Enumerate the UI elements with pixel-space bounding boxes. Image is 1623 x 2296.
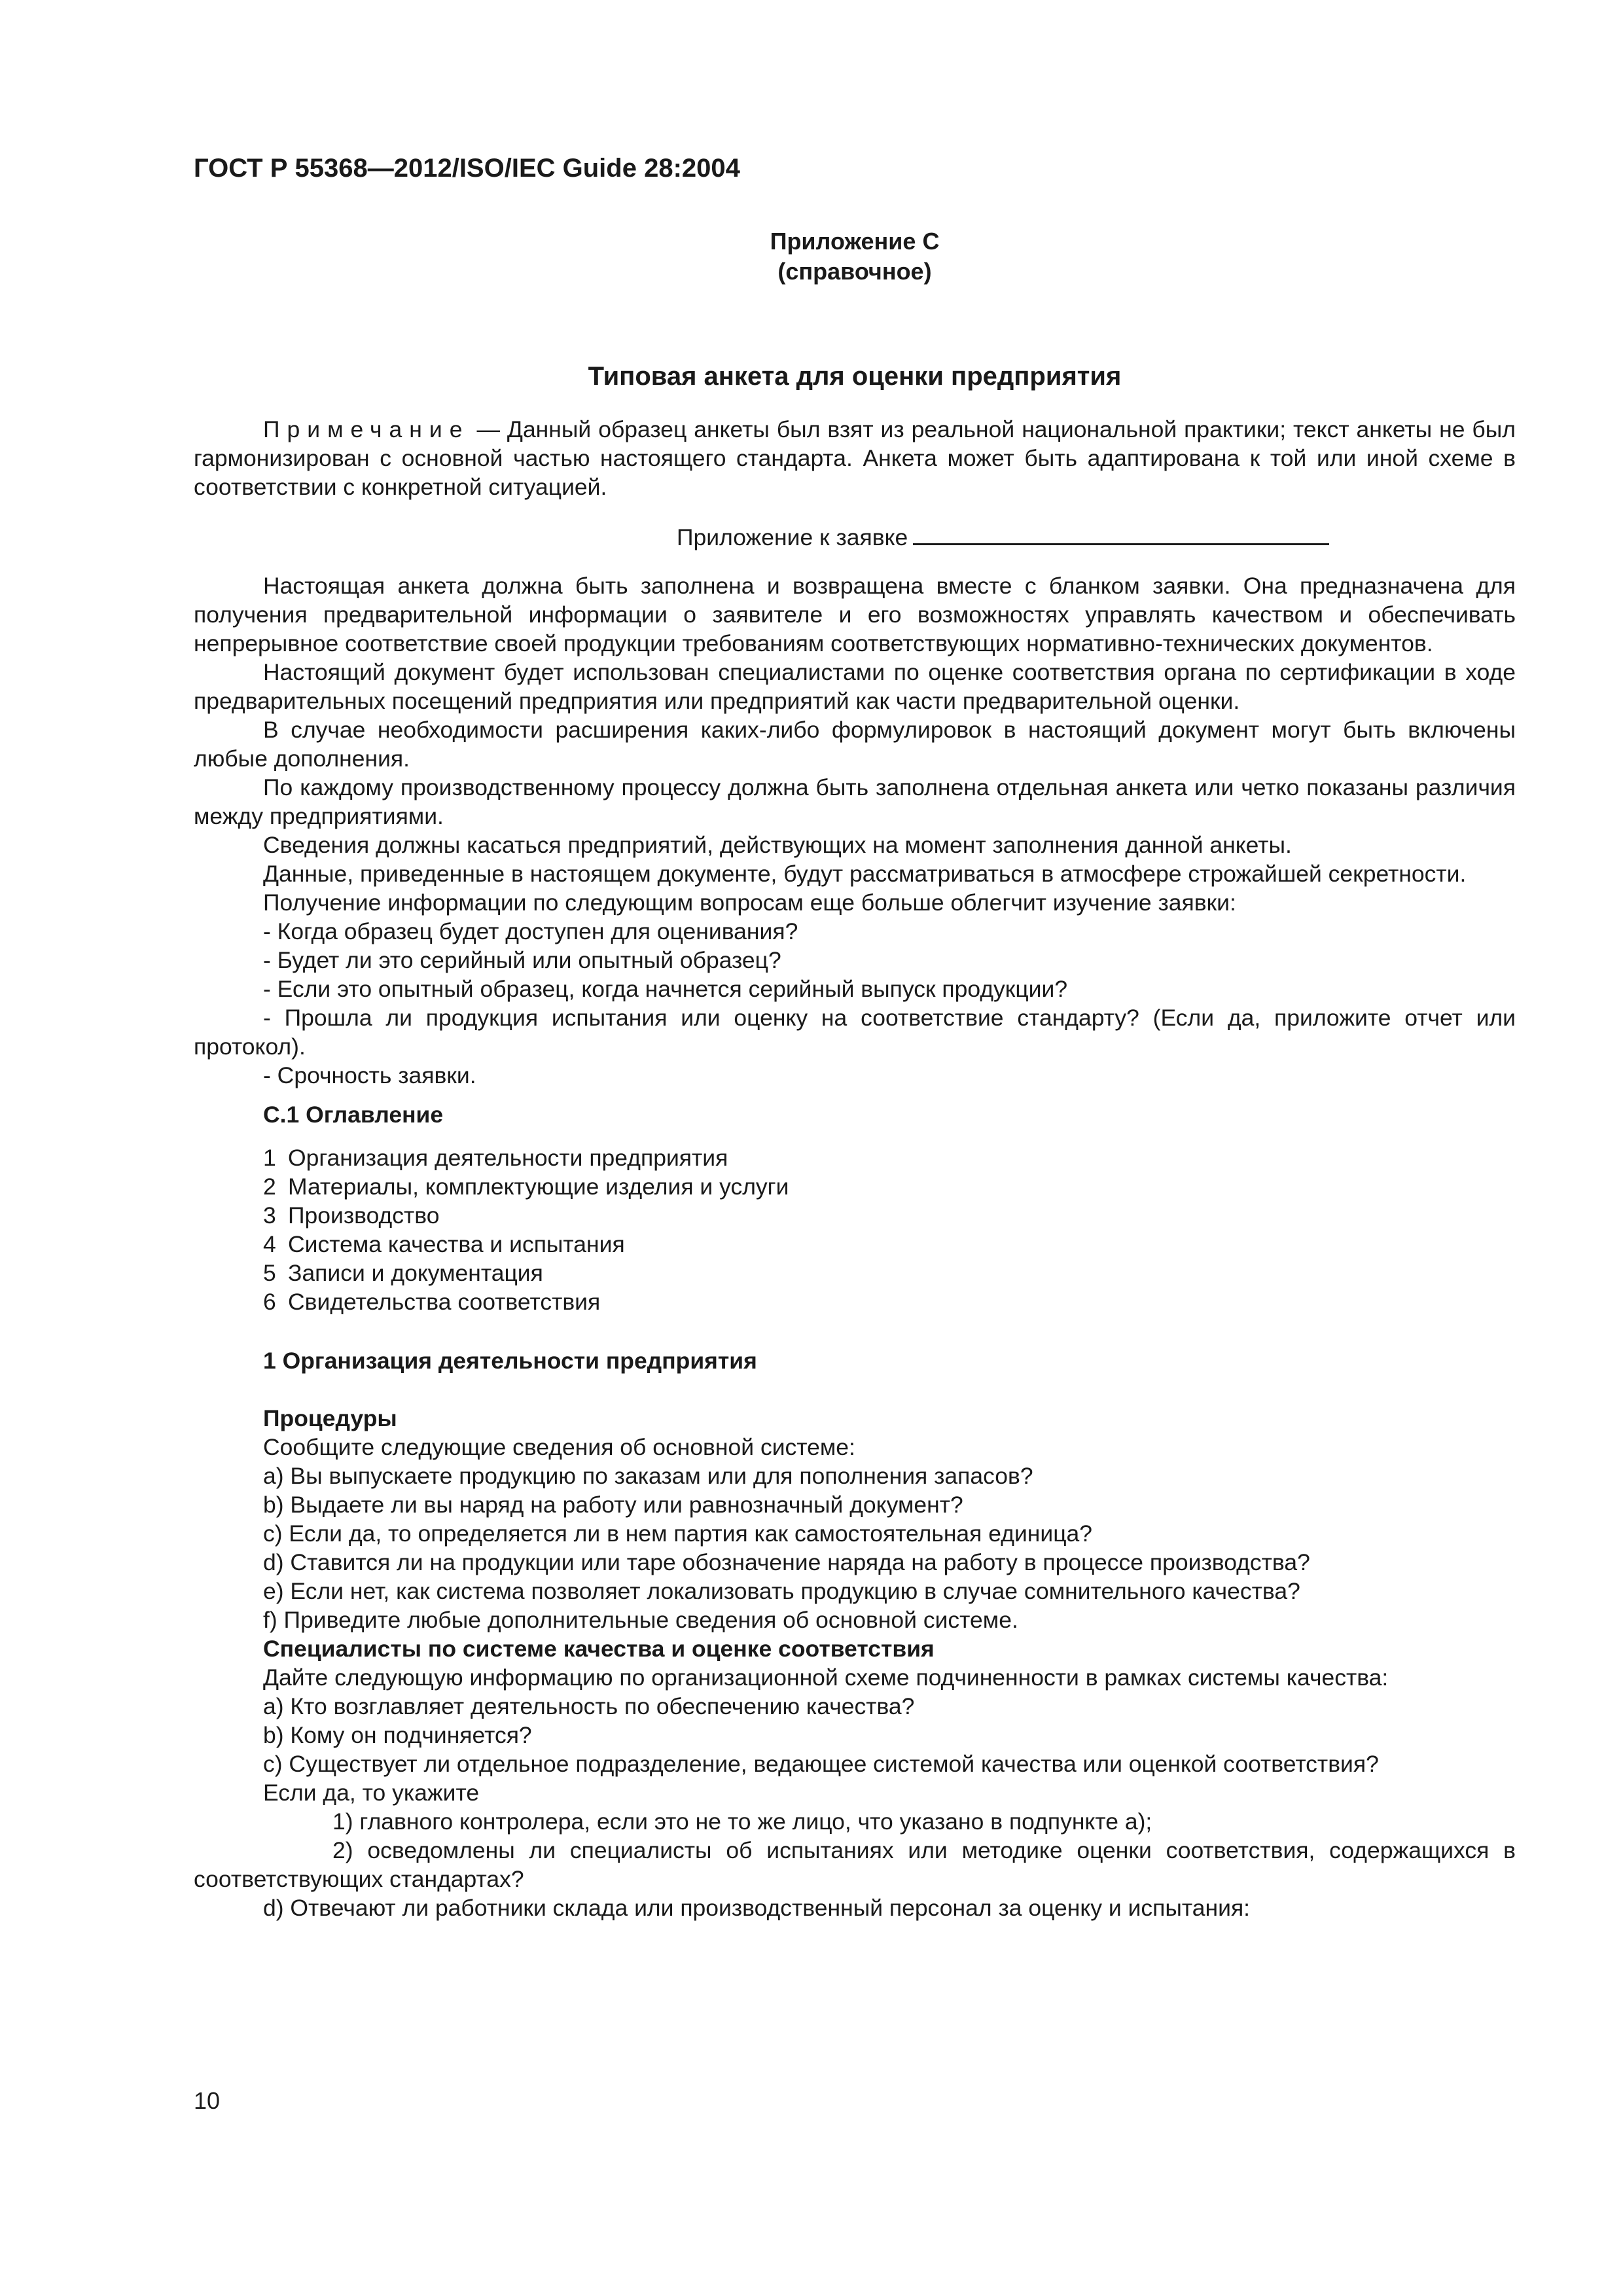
intro-paragraph: В случае необходимости расширения каких-либо формулировок в настоящий документ могут быть включены любые дополнения. — [194, 717, 1516, 772]
request-blank-field[interactable] — [913, 521, 1329, 545]
question-item: - Прошла ли продукция испытания или оценку на соответствие стандарту? (Если да, приложите отчет или протокол). — [194, 1005, 1516, 1060]
table-of-contents — [194, 1143, 1516, 1316]
toc-item[interactable] — [194, 1230, 1516, 1259]
specialists-sub-item: 2) осведомлены ли специалисты об испытаниях или методике оценки соответствия, содержащихся в соответствующих стандартах? — [194, 1837, 1516, 1892]
toc-item[interactable] — [194, 1201, 1516, 1230]
note-paragraph — [194, 415, 1516, 501]
request-attachment-line — [194, 521, 1516, 552]
question-item: - Срочность заявки. — [263, 1062, 476, 1088]
procedures-item: a) Вы выпускаете продукцию по заказам или для пополнения запасов? — [263, 1463, 1033, 1489]
toc-item[interactable] — [194, 1143, 1516, 1172]
procedures-intro: Сообщите следующие сведения об основной системе: — [263, 1434, 855, 1460]
intro-paragraph: Настоящий документ будет использован специалистами по оценке соответствия органа по сертификации в ходе предварительных посещений предприятия или предприятий как части предварительной оценки. — [194, 659, 1516, 714]
note-text: — Данный образец анкеты был взят из реальной национальной практики; текст анкеты не был гармонизирован с основной частью настоящего стандарта. Анкета может быть адаптирована к той или иной схеме в соответствии с конкретной ситуацией. — [194, 416, 1516, 500]
procedures-item: f) Приведите любые дополнительные сведения об основной системе. — [263, 1607, 1018, 1633]
appendix-kind: (справочное) — [777, 258, 932, 285]
document-header: ГОСТ Р 55368—2012/ISO/IEC Guide 28:2004 — [194, 154, 740, 183]
toc-item-number: 5 — [263, 1260, 276, 1286]
specialists-item: b) Кому он подчиняется? — [263, 1722, 532, 1748]
toc-item-label: Записи и документация — [288, 1260, 543, 1286]
toc-item-label: Система качества и испытания — [288, 1231, 625, 1257]
toc-item-number: 1 — [263, 1145, 276, 1171]
toc-item-label: Материалы, комплектующие изделия и услуги — [288, 1174, 789, 1200]
procedures-item: c) Если да, то определяется ли в нем партия как самостоятельная единица? — [263, 1520, 1093, 1547]
toc-item-number: 6 — [263, 1289, 276, 1315]
intro-paragraph: Настоящая анкета должна быть заполнена и возвращена вместе с бланком заявки. Она предназначена для получения предварительной информации о заявителе и его возможностях управлять качеством и обеспечивать непрерывное соответствие своей продукции требованиям соответствующих нормативно-технических документов. — [194, 573, 1516, 656]
intro-paragraph: Данные, приведенные в настоящем документе, будут рассматриваться в атмосфере строжайшей секретности. — [263, 861, 1467, 887]
toc-item[interactable] — [194, 1287, 1516, 1316]
question-list — [194, 917, 1516, 1090]
note-label: Примечание — [263, 416, 470, 442]
procedures-block — [194, 1404, 1516, 1634]
appendix-heading — [194, 226, 1516, 287]
toc-item-label: Организация деятельности предприятия — [288, 1145, 728, 1171]
toc-item-number: 3 — [263, 1202, 276, 1229]
specialists-if-yes: Если да, то укажите — [263, 1780, 480, 1806]
intro-paragraph: Получение информации по следующим вопросам еще больше облегчит изучение заявки: — [263, 889, 1236, 916]
procedures-item: b) Выдаете ли вы наряд на работу или равнозначный документ? — [263, 1492, 963, 1518]
specialists-sub-item: 1) главного контролера, если это не то же лицо, что указано в подпункте а); — [332, 1808, 1152, 1835]
specialists-block — [194, 1634, 1516, 1922]
question-item: - Будет ли это серийный или опытный образец? — [263, 947, 781, 973]
toc-heading: С.1 Оглавление — [263, 1102, 444, 1128]
procedures-item: e) Если нет, как система позволяет локализовать продукцию в случае сомнительного качества? — [263, 1578, 1300, 1604]
intro-paragraph: Сведения должны касаться предприятий, действующих на момент заполнения данной анкеты. — [263, 832, 1292, 858]
page-number: 10 — [194, 2087, 221, 2114]
document-page — [194, 152, 1516, 1922]
procedures-heading: Процедуры — [263, 1405, 397, 1431]
request-label: Приложение к заявке — [677, 524, 908, 550]
toc-item[interactable] — [194, 1259, 1516, 1287]
section-1-heading: 1 Организация деятельности предприятия — [263, 1348, 757, 1374]
appendix-title: Приложение С — [770, 228, 940, 255]
specialists-intro: Дайте следующую информацию по организационной схеме подчиненности в рамках системы качества: — [263, 1664, 1389, 1691]
question-item: - Если это опытный образец, когда начнется серийный выпуск продукции? — [263, 976, 1068, 1002]
specialists-item: d) Отвечают ли работники склада или производственный персонал за оценку и испытания: — [263, 1895, 1251, 1921]
intro-paragraph: По каждому производственному процессу должна быть заполнена отдельная анкета или четко показаны различия между предприятиями. — [194, 774, 1516, 829]
toc-item-label: Производство — [288, 1202, 440, 1229]
specialists-heading: Специалисты по системе качества и оценке соответствия — [263, 1636, 935, 1662]
toc-item-number: 2 — [263, 1174, 276, 1200]
toc-item-label: Свидетельства соответствия — [288, 1289, 601, 1315]
toc-item[interactable] — [194, 1172, 1516, 1201]
intro-paragraphs — [194, 571, 1516, 917]
procedures-item: d) Ставится ли на продукции или таре обозначение наряда на работу в процессе производства? — [263, 1549, 1310, 1575]
specialists-item: c) Существует ли отдельное подразделение, ведающее системой качества или оценкой соответствия? — [263, 1751, 1379, 1777]
question-item: - Когда образец будет доступен для оценивания? — [263, 918, 798, 944]
specialists-item: a) Кто возглавляет деятельность по обеспечению качества? — [263, 1693, 915, 1719]
toc-item-number: 4 — [263, 1231, 276, 1257]
document-title: Типовая анкета для оценки предприятия — [588, 362, 1122, 391]
